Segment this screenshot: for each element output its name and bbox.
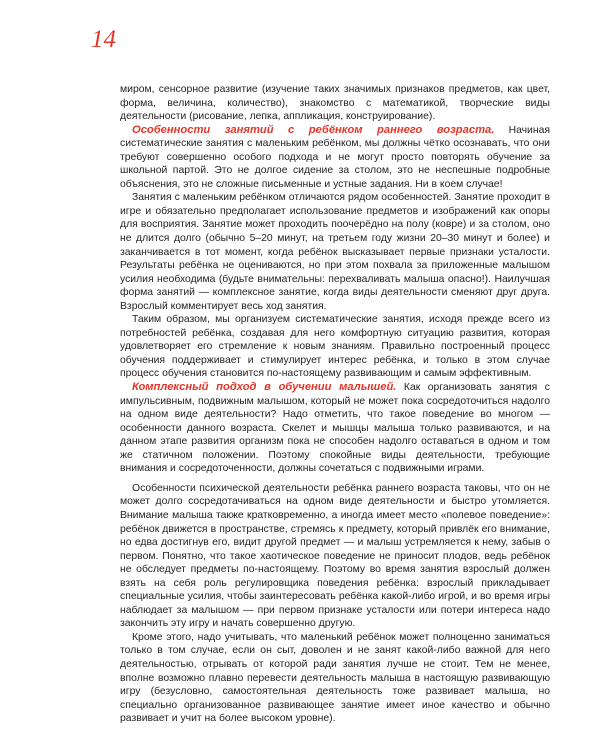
paragraph-text: Занятия с маленьким ребёнком отличаются рядом особенностей. Занятие проходит в игре и обязательно предполагает использование предметов и изображений как опоры для восприятия. Занятие может проходить поочерёдно на полу (ковре) и за столом, оно не длится долго (обычно 5–20 минут, на третьем году жизни 20–30 минут и более) и заканчивается в тот момент, когда ребёнок высказывает первые признаки усталости. Результаты ребёнка не оцениваются, но при этом похвала за приложенные малышом усилия необходима (будьте внимательны: перехваливать малыша опасно!). Наилучшая форма занятий — комплексное занятие, когда виды деятельности сменяют друг друга. Взрослый комментирует весь ход занятия.: [120, 192, 550, 312]
section-heading: Особенности занятий с ребёнком раннего возраста.: [132, 123, 495, 136]
paragraph-text: Таким образом, мы организуем систематические занятия, исходя прежде всего из потребностей ребёнка, создавая для него комфортную ситуацию развития, которая удовлетворяет его стремление к новым знаниям. Правильно построенный процесс обучения поддерживает и стимулирует интерес ребёнка, и только в этом случае процесс обучения становится по-настоящему развивающим и самым эффективным.: [120, 314, 550, 380]
paragraph: [120, 83, 550, 124]
page-number: 14: [91, 26, 116, 53]
paragraph-text: Особенности психической деятельности ребёнка раннего возраста таковы, что он не может долго сосредотачиваться на одном виде деятельности и быстро утомляется. Внимание малыша также кратковременно, а иногда имеет место «полевое поведение»: ребёнок движется в пространстве, стремясь к предмету, который привлёк его внимание, но едва достигнув его, видит другой предмет — и малыш устремляется к нему, забыв о первом. Понятно, что такое хаотическое поведение не приносит плодов, ведь ребёнок не обследует предметы по-настоящему. Поэтому во время занятия взрослый должен взять на себя роль регулировщика поведения ребёнка: взрослый прикладывает специальные усилия, чтобы заинтересовать ребёнка какой-либо игрой, и во время игры наблюдает за малышом — при первом признаке усталости или потери интереса надо закончить эту игру и начать совершенно другую.: [120, 482, 550, 630]
paragraph: [120, 631, 550, 726]
paragraph: [120, 313, 550, 381]
paragraph-text: Как организовать занятия с импульсивным, подвижным малышом, который не может пока сосредоточиться надолго на одном виде деятельности? Надо отметить, что такое поведение во многом — особенности данного возраста. Скелет и мышцы малыша только развиваются, и на данном этапе развития организм пока не способен надолго оставаться в одном и том же статичном положении. Поэтому спокойные виды деятельности, требующие внимания и сосредоточенности, должны сочетаться с подвижными играми.: [120, 382, 550, 475]
paragraph-text: миром, сенсорное развитие (изучение таких значимых признаков предметов, как цвет, форма, величина, количество), знакомство с математикой, творческие виды деятельности (рисование, лепка, аппликация, конструирование).: [120, 84, 550, 123]
body-text: [120, 83, 550, 726]
paragraph-text: Начиная систематические занятия с маленьким ребёнком, мы должны чётко осознавать, что они требуют совершенно особого подхода и не могут просто повторять обучение за школьной партой. Это не долгое сидение за столом, это не неспешные подробные объяснения, это не сложные письменные и устные задания. Ни в коем случае!: [120, 124, 550, 190]
paragraph: [120, 191, 550, 313]
paragraph: [120, 381, 550, 476]
section-heading: Комплексный подход в обучении малышей.: [132, 381, 397, 394]
paragraph: [120, 124, 550, 192]
paragraph: [120, 482, 550, 631]
paragraph-text: Кроме этого, надо учитывать, что маленький ребёнок может полноценно заниматься только в том случае, если он сыт, доволен и не занят какой-либо важной для него деятельностью, отрывать от которой ради занятия лучше не стоит. Тем не менее, вполне возможно плавно перевести деятельность малыша в настоящую развивающую игру (безусловно, самостоятельная деятельность тоже развивает малыша, но специально организованное развивающее занятие имеет иное качество и обычно развивает и учит на более высоком уровне).: [120, 631, 550, 725]
